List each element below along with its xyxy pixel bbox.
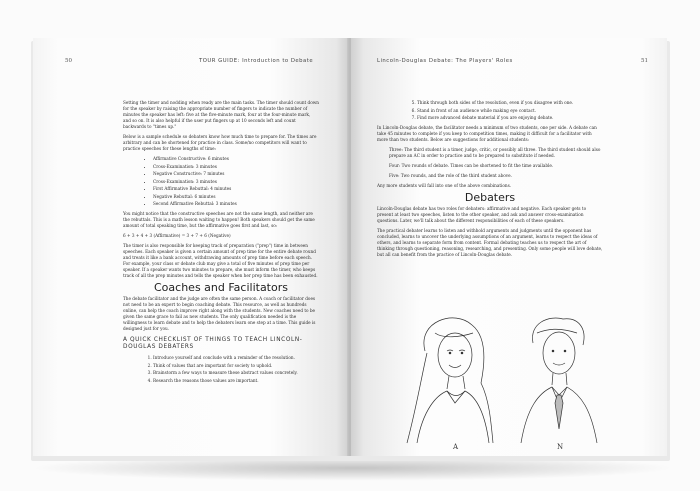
checklist-item: 6. Stand in front of an audience while making eye contact. (417, 108, 603, 114)
checklist-item: 5. Think through both sides of the resolution, even if you disagree with one. (417, 100, 603, 106)
checklist-item: 2. Think of values that are important for society to uphold. (153, 363, 319, 369)
left-running-head: TOUR GUIDE: Introduction to Debate (199, 58, 314, 64)
option-four: Four: Two rounds of debate. Times can be shortened to fit the time available. (389, 163, 554, 168)
left-para-5: The debate facilitator and the judge are often the same person. A coach or facilitator does not need to be an expert to begin coaching debate. This resource, as well as hundreds online, can help the coach improve right along with the students. New coaches need to be given the same grace to fail as new students. The only qualification needed is the willingness to learn debate and to help the debaters learn one step at a time. This guide is designed just for you. (123, 296, 316, 331)
left-page-body (123, 100, 319, 388)
affirmative-label: A (453, 443, 459, 451)
negative-label: N (557, 443, 564, 451)
schedule-item: • Negative Constructive: 7 minutes (153, 171, 319, 177)
affirmative-debater-drawing (407, 318, 493, 451)
checklist-continued (377, 100, 603, 121)
checklist-item: 3. Brainstorm a few ways to measure these abstract values concretely. (153, 370, 319, 376)
schedule-item: • Cross-Examination: 3 minutes (153, 164, 319, 170)
right-para-1: In Lincoln-Douglas debate, the facilitator needs a minimum of two students, one per side. A debate can take 45 minutes to complete if you keep to competition times, making it difficult for a facilitator with more than two students. Below are suggestions for additional students: (377, 125, 597, 142)
right-running-head: Lincoln-Douglas Debate: The Players' Roles (377, 58, 513, 64)
right-page-body (377, 100, 603, 262)
left-page-number: 50 (65, 58, 72, 64)
checklist (123, 355, 319, 384)
left-para-2: Below is a sample schedule so debaters know how much time to prepare for. The times are arbitrary and can be shortened for practice in class. Some/no competitors will want to practice speeches for these lengths of time: (123, 134, 317, 151)
right-page-number: 51 (641, 58, 648, 64)
checklist-item: 1. Introduce yourself and conclude with a reminder of the resolution. (153, 355, 319, 361)
section-heading-debaters: Debaters (464, 191, 516, 204)
left-page (33, 38, 349, 456)
time-equation: 6 + 3 + 4 + 3 (Affirmative) = 3 + 7 + 6 (Negative) (123, 233, 231, 238)
right-para-2: Any more students will fall into one of the above combinations. (377, 183, 512, 188)
left-para-1: Setting the timer and nodding when ready are the main tasks. The timer should count down for the speaker by raising the appropriate number of fingers to indicate the number of minutes the speaker has left: five at the five-minute mark, four at the four-minute mark, and so on. It is also helpful if the user put fingers up at 10 seconds left and count backwards to "times up." (123, 100, 320, 129)
right-page (351, 38, 667, 456)
schedule-item: • Affirmative Constructive: 6 minutes (153, 156, 319, 162)
open-book (33, 38, 668, 458)
left-para-3: You might notice that the constructive speeches are not the same length, and neither are the rebuttals. This is a math lesson waiting to happen! Both speakers should get the same amount of total speaking time, but the affirmative goes first and last, so: (123, 211, 315, 228)
schedule-item: • Negative Rebuttal: 6 minutes (153, 194, 319, 200)
option-three: Three: The third student is a timer, judge, critic, or possibly all three. The third student should also prepare an AC in order to practice and to be prepared to substitute if needed. (389, 147, 601, 158)
negative-debater-drawing (521, 318, 597, 451)
checklist-subheading: A QUICK CHECKLIST OF THINGS TO TEACH LINCOLN-DOUGLAS DEBATERS (123, 337, 303, 350)
right-para-4: The practical debater learns to listen and withhold arguments and judgments until the opponent has concluded, learns to uncover the underlying assumptions of an argument, learns to respect the ideas of others, and learns to separate form from content. Formal debating teaches us to respect the art of thinking through questioning, reasoning, researching, and presenting. Only some people will love debate, but all can benefit from the practice of Lincoln-Douglas debate. (377, 228, 603, 257)
left-para-4: The timer is also responsible for keeping track of preparation ("prep") time in between speeches. Each speaker is given a certain amount of prep time for the entire debate round and treats it like a bank account, withdrawing amounts of prep time before each speech. For example, your class or debate club may give a total of five minutes of prep time per speaker. If a speaker wants two minutes to prepare, she must inform the timer, who keeps track of all the prep minutes and tells the speaker when her prep time has been exhausted. (123, 243, 318, 278)
checklist-item: 4. Research the reasons those values are important. (153, 378, 319, 384)
schedule-list (123, 156, 319, 207)
right-para-3: Lincoln-Douglas debate has two roles for debaters: affirmative and negative. Each speaker gets to present at least two speeches, listen to the other speaker, and ask and answer cross-examination questions. Later, we'll talk about the different responsibilities of each of these speakers. (377, 206, 587, 223)
option-five: Five: Two rounds, and the role of the third student above. (389, 173, 512, 178)
debaters-illustration (377, 303, 637, 453)
schedule-item: • Second Affirmative Rebuttal: 3 minutes (153, 201, 319, 207)
section-heading-coaches: Coaches and Facilitators (154, 281, 288, 294)
schedule-item: • First Affirmative Rebuttal: 4 minutes (153, 186, 319, 192)
schedule-item: • Cross-Examination: 3 minutes (153, 179, 319, 185)
checklist-item: 7. Find more advanced debate material if you are enjoying debate. (417, 115, 603, 121)
